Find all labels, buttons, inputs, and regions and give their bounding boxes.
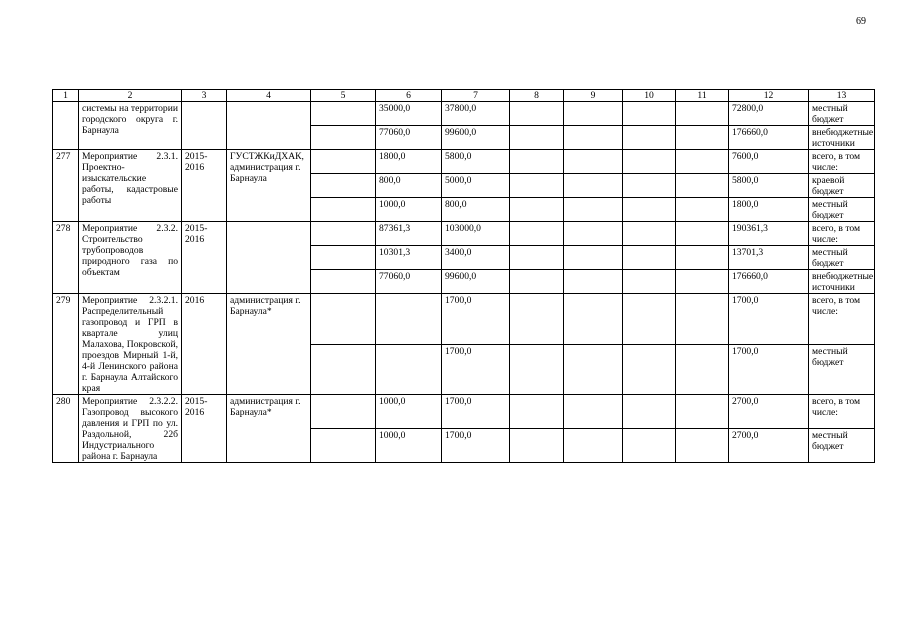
- cell-col11: [676, 246, 729, 270]
- funding-source: всего, в том числе:: [809, 150, 875, 174]
- funding-source: внебюджетные источники: [809, 126, 875, 150]
- cell-col9: [564, 270, 623, 294]
- cell-col6: 1000,0: [376, 198, 442, 222]
- cell-col5: [311, 429, 376, 463]
- item-number: 278: [53, 222, 79, 294]
- cell-col9: [564, 294, 623, 345]
- cell-col5: [311, 270, 376, 294]
- cell-col11: [676, 270, 729, 294]
- cell-col6: 77060,0: [376, 270, 442, 294]
- header-cell: 13: [809, 90, 875, 102]
- cell-col10: [623, 126, 676, 150]
- cell-col11: [676, 294, 729, 345]
- cell-col10: [623, 222, 676, 246]
- header-cell: 11: [676, 90, 729, 102]
- header-cell: 7: [442, 90, 510, 102]
- cell-col10: [623, 246, 676, 270]
- cell-col11: [676, 429, 729, 463]
- header-row: [53, 90, 875, 102]
- cell-col12: 176660,0: [729, 126, 809, 150]
- table-row: [53, 395, 875, 429]
- item-years: 2015-2016: [182, 150, 227, 222]
- cell-col12: 190361,3: [729, 222, 809, 246]
- funding-source: всего, в том числе:: [809, 222, 875, 246]
- funding-source: местный бюджет: [809, 344, 875, 395]
- item-executor: [227, 102, 311, 150]
- cell-col9: [564, 395, 623, 429]
- cell-col6: 87361,3: [376, 222, 442, 246]
- cell-col9: [564, 246, 623, 270]
- item-years: [182, 102, 227, 150]
- cell-col5: [311, 344, 376, 395]
- funding-source: местный бюджет: [809, 246, 875, 270]
- cell-col11: [676, 102, 729, 126]
- table-row: [53, 102, 875, 126]
- cell-col9: [564, 174, 623, 198]
- cell-col12: 13701,3: [729, 246, 809, 270]
- cell-col5: [311, 174, 376, 198]
- cell-col7: 99600,0: [442, 126, 510, 150]
- cell-col8: [510, 395, 564, 429]
- cell-col11: [676, 126, 729, 150]
- cell-col8: [510, 429, 564, 463]
- header-cell: 2: [79, 90, 182, 102]
- cell-col5: [311, 395, 376, 429]
- cell-col11: [676, 344, 729, 395]
- cell-col10: [623, 429, 676, 463]
- cell-col6: [376, 294, 442, 345]
- cell-col7: 1700,0: [442, 429, 510, 463]
- cell-col12: 176660,0: [729, 270, 809, 294]
- cell-col7: 99600,0: [442, 270, 510, 294]
- header-cell: 4: [227, 90, 311, 102]
- cell-col8: [510, 246, 564, 270]
- cell-col7: 1700,0: [442, 344, 510, 395]
- cell-col10: [623, 344, 676, 395]
- table-row: [53, 222, 875, 246]
- cell-col7: 1700,0: [442, 395, 510, 429]
- table-row: [53, 150, 875, 174]
- cell-col8: [510, 344, 564, 395]
- item-number: 277: [53, 150, 79, 222]
- item-name: Мероприятие 2.3.2.2. Газопровод высокого давления и ГРП по ул. Раздольной, 22б Индустриального района г. Барнаула: [79, 395, 182, 463]
- header-cell: 10: [623, 90, 676, 102]
- cell-col6: 35000,0: [376, 102, 442, 126]
- cell-col8: [510, 198, 564, 222]
- cell-col9: [564, 102, 623, 126]
- cell-col9: [564, 150, 623, 174]
- cell-col6: 77060,0: [376, 126, 442, 150]
- cell-col10: [623, 270, 676, 294]
- funding-source: местный бюджет: [809, 429, 875, 463]
- item-number: 279: [53, 294, 79, 395]
- cell-col5: [311, 294, 376, 345]
- item-years: 2016: [182, 294, 227, 395]
- cell-col8: [510, 174, 564, 198]
- cell-col7: 5800,0: [442, 150, 510, 174]
- cell-col5: [311, 246, 376, 270]
- item-executor: администрация г. Барнаула*: [227, 395, 311, 463]
- cell-col5: [311, 102, 376, 126]
- header-cell: 5: [311, 90, 376, 102]
- cell-col9: [564, 429, 623, 463]
- funding-source: краевой бюджет: [809, 174, 875, 198]
- cell-col8: [510, 270, 564, 294]
- item-executor: [227, 222, 311, 294]
- cell-col5: [311, 198, 376, 222]
- funding-source: местный бюджет: [809, 102, 875, 126]
- cell-col12: 2700,0: [729, 429, 809, 463]
- cell-col10: [623, 198, 676, 222]
- cell-col6: 1000,0: [376, 395, 442, 429]
- item-executor: ГУСТЖКиДХАК, администрация г. Барнаула: [227, 150, 311, 222]
- cell-col6: 1800,0: [376, 150, 442, 174]
- cell-col12: 2700,0: [729, 395, 809, 429]
- cell-col7: 37800,0: [442, 102, 510, 126]
- cell-col7: 1700,0: [442, 294, 510, 345]
- cell-col8: [510, 126, 564, 150]
- cell-col11: [676, 222, 729, 246]
- cell-col6: [376, 344, 442, 395]
- cell-col7: 800,0: [442, 198, 510, 222]
- cell-col8: [510, 222, 564, 246]
- cell-col12: 1800,0: [729, 198, 809, 222]
- item-executor: администрация г. Барнаула*: [227, 294, 311, 395]
- header-cell: 1: [53, 90, 79, 102]
- cell-col10: [623, 102, 676, 126]
- cell-col6: 1000,0: [376, 429, 442, 463]
- cell-col12: 72800,0: [729, 102, 809, 126]
- cell-col8: [510, 150, 564, 174]
- cell-col5: [311, 126, 376, 150]
- cell-col5: [311, 150, 376, 174]
- item-years: 2015-2016: [182, 395, 227, 463]
- cell-col6: 10301,3: [376, 246, 442, 270]
- cell-col11: [676, 150, 729, 174]
- cell-col10: [623, 174, 676, 198]
- cell-col12: 1700,0: [729, 344, 809, 395]
- cell-col9: [564, 222, 623, 246]
- cell-col7: 3400,0: [442, 246, 510, 270]
- item-name: Мероприятие 2.3.1. Проектно-изыскательские работы, кадастровые работы: [79, 150, 182, 222]
- cell-col10: [623, 150, 676, 174]
- cell-col12: 7600,0: [729, 150, 809, 174]
- item-name: системы на территории городского округа г. Барнаула: [79, 102, 182, 150]
- cell-col9: [564, 198, 623, 222]
- cell-col10: [623, 395, 676, 429]
- cell-col12: 1700,0: [729, 294, 809, 345]
- cell-col9: [564, 126, 623, 150]
- cell-col8: [510, 294, 564, 345]
- cell-col11: [676, 198, 729, 222]
- funding-source: внебюджетные источники: [809, 270, 875, 294]
- cell-col12: 5800,0: [729, 174, 809, 198]
- cell-col11: [676, 395, 729, 429]
- item-years: 2015-2016: [182, 222, 227, 294]
- header-cell: 8: [510, 90, 564, 102]
- funding-source: местный бюджет: [809, 198, 875, 222]
- item-number: 280: [53, 395, 79, 463]
- funding-source: всего, в том числе:: [809, 395, 875, 429]
- cell-col9: [564, 344, 623, 395]
- cell-col7: 5000,0: [442, 174, 510, 198]
- funding-source: всего, в том числе:: [809, 294, 875, 345]
- cell-col7: 103000,0: [442, 222, 510, 246]
- table-row: [53, 294, 875, 345]
- cell-col10: [623, 294, 676, 345]
- cell-col11: [676, 174, 729, 198]
- item-name: Мероприятие 2.3.2. Строительство трубопроводов природного газа по объектам: [79, 222, 182, 294]
- cell-col5: [311, 222, 376, 246]
- item-number: [53, 102, 79, 150]
- cell-col6: 800,0: [376, 174, 442, 198]
- item-name: Мероприятие 2.3.2.1. Распределительный газопровод и ГРП в квартале улиц Малахова, Покровской, проездов Мирный 1-й, 4-й Ленинского района г. Барнаула Алтайского края: [79, 294, 182, 395]
- cell-col8: [510, 102, 564, 126]
- page-number: 69: [856, 16, 866, 27]
- header-cell: 9: [564, 90, 623, 102]
- header-cell: 3: [182, 90, 227, 102]
- header-cell: 12: [729, 90, 809, 102]
- budget-table: [52, 89, 875, 463]
- header-cell: 6: [376, 90, 442, 102]
